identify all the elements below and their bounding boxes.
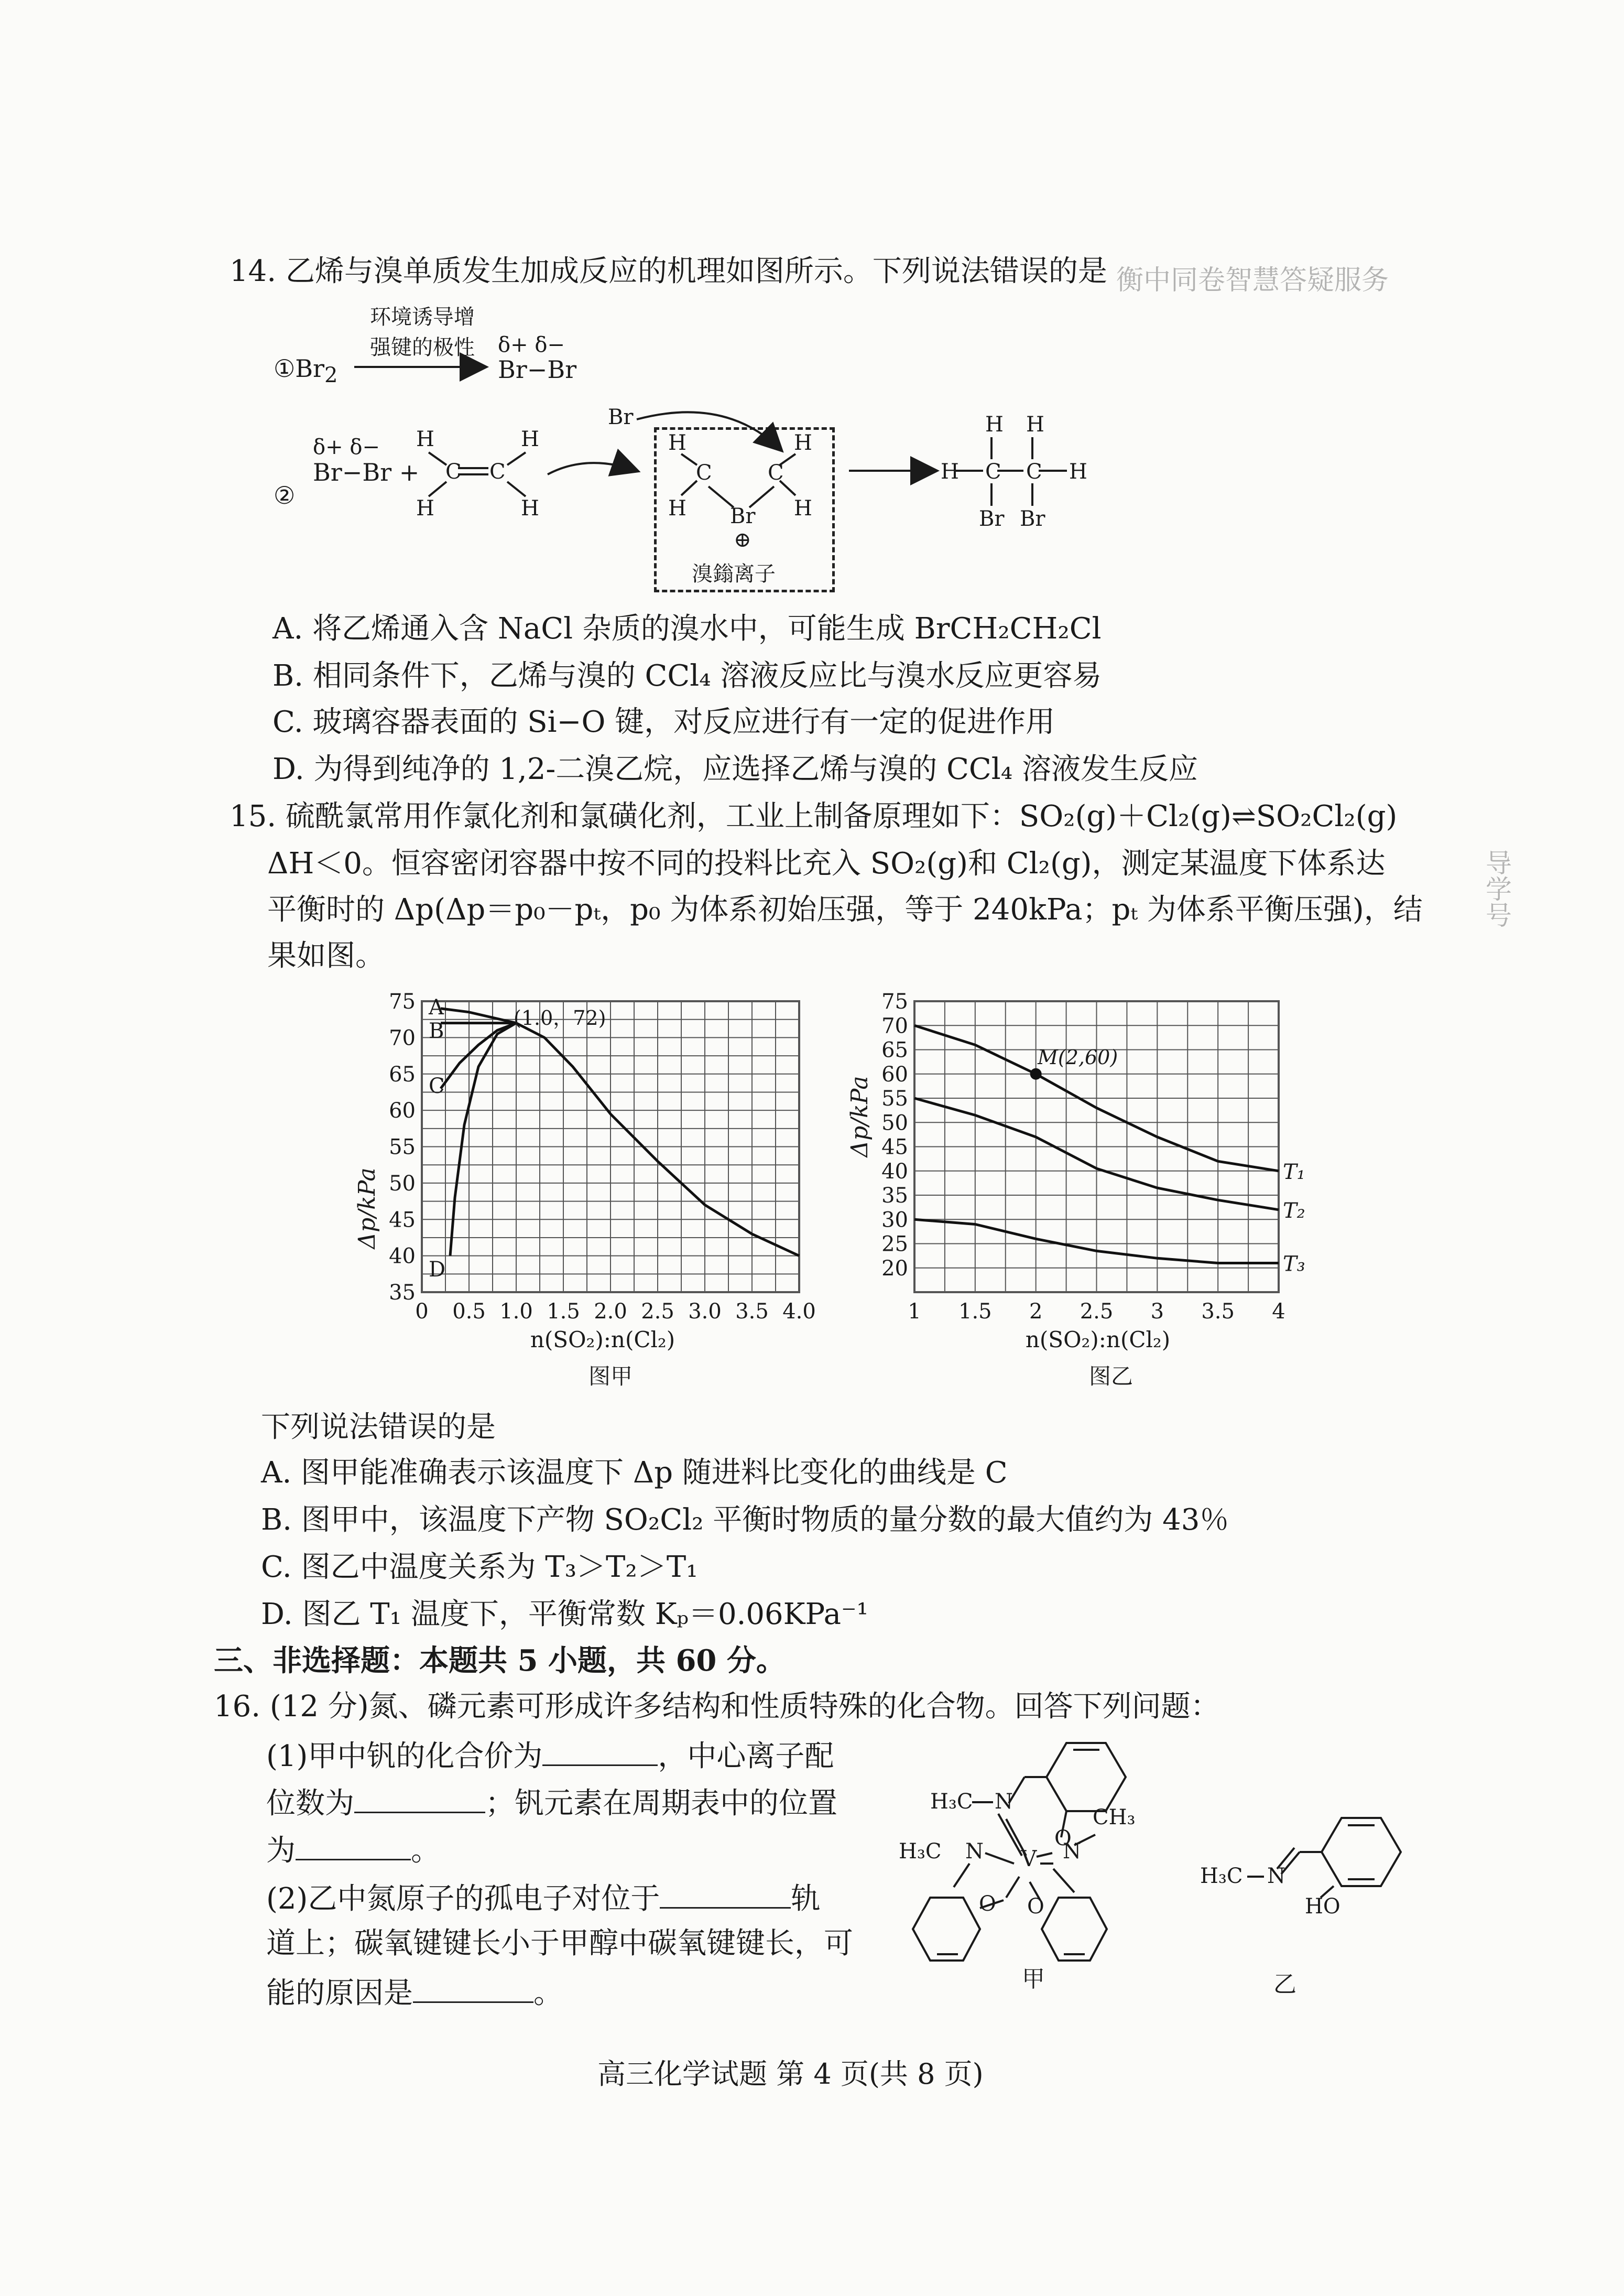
- x-tick-label: 3.5: [735, 1299, 769, 1324]
- q16-line-1: (1)甲中钒的化合价为 ，中心离子配: [266, 1739, 834, 1773]
- x-tick-label: 4.0: [782, 1299, 816, 1324]
- y-tick-label: 35: [881, 1184, 908, 1208]
- atom-h: H: [794, 431, 812, 455]
- chart-yi-xlabel: n(SO₂):n(Cl₂): [1025, 1327, 1171, 1352]
- oxygen-atom: O: [1054, 1826, 1072, 1850]
- y-tick-label: 70: [389, 1026, 416, 1050]
- x-tick-label: 3.0: [688, 1299, 722, 1324]
- nitrogen-atom: N: [995, 1790, 1013, 1814]
- q16-line-4: (2)乙中氮原子的孤电子对位于 轨: [266, 1882, 821, 1916]
- step2-reagent: Br−Br +: [313, 458, 420, 486]
- molecule-yi-label: 乙: [1273, 1971, 1296, 1998]
- atom-h: H: [521, 427, 539, 451]
- atom-c: C: [1026, 460, 1042, 484]
- y-tick-label: 40: [389, 1244, 416, 1269]
- atom-br: Br: [1020, 507, 1045, 531]
- x-tick-label: 2.0: [594, 1299, 627, 1324]
- x-tick-label: 1.5: [958, 1299, 992, 1324]
- atom-h: H: [985, 413, 1004, 437]
- step2-charges: δ+ δ−: [313, 435, 380, 459]
- atom-h: H: [416, 496, 434, 521]
- x-tick-label: 0: [415, 1299, 429, 1324]
- q15-line-1: 15. 硫酰氯常用作氯化剂和氯磺化剂，工业上制备原理如下：SO₂(g)＋Cl₂(g)⇌SO₂Cl₂(g): [230, 799, 1398, 833]
- q15-line-4: 果如图。: [267, 939, 385, 973]
- y-tick-label: 75: [389, 990, 416, 1014]
- x-tick-label: 2: [1029, 1299, 1043, 1324]
- nitrogen-atom: N: [1267, 1864, 1285, 1888]
- section-3-heading: 三、非选择题：本题共 5 小题，共 60 分。: [214, 1643, 786, 1678]
- atom-br: Br: [730, 504, 756, 528]
- x-tick-label: 3.5: [1201, 1299, 1235, 1324]
- series-label: C: [429, 1074, 445, 1098]
- methyl-group: H₃C: [930, 1790, 973, 1814]
- chart-yi-title: 图乙: [1088, 1363, 1133, 1389]
- y-tick-label: 35: [389, 1281, 416, 1305]
- atom-h: H: [668, 431, 686, 455]
- nitrogen-atom: N: [965, 1839, 984, 1864]
- q15-line-2: ΔH＜0。恒容密闭容器中按不同的投料比充入 SO₂(g)和 Cl₂(g)，测定某温度下体系达: [267, 847, 1386, 881]
- oxygen-atom: O: [1027, 1894, 1044, 1919]
- step1-charges: δ+ δ−: [498, 333, 565, 357]
- step1-condition-top: 环境诱导增: [370, 305, 475, 329]
- y-tick-label: 20: [881, 1256, 908, 1281]
- atom-h: H: [416, 427, 434, 451]
- atom-h: H: [1026, 413, 1044, 437]
- step1-condition-bottom: 强键的极性: [370, 335, 475, 360]
- side-note: 导学号: [1481, 849, 1512, 928]
- atom-h: H: [941, 460, 959, 484]
- y-tick-label: 50: [389, 1171, 416, 1196]
- oxygen-atom: O: [979, 1892, 996, 1916]
- y-tick-label: 30: [881, 1208, 908, 1232]
- molecule-jia-label: 甲: [1022, 1966, 1045, 1992]
- atom-h: H: [668, 496, 686, 521]
- q16-line-3: 为 。: [266, 1834, 440, 1868]
- y-tick-label: 75: [881, 990, 908, 1014]
- series-label: D: [429, 1258, 446, 1282]
- q14-option-b: B. 相同条件下，乙烯与溴的 CCl₄ 溶液反应比与溴水反应更容易: [273, 659, 1102, 693]
- y-tick-label: 55: [881, 1087, 908, 1111]
- q15-line-3: 平衡时的 Δp(Δp＝p₀－pₜ，p₀ 为体系初始压强，等于 240kPa；pₜ 为体系平衡压强)，结: [267, 893, 1423, 927]
- chart-yi-ylabel: Δp/kPa: [846, 1076, 873, 1157]
- chart-jia-ylabel: Δp/kPa: [354, 1167, 380, 1249]
- chart-jia-title: 图甲: [588, 1363, 633, 1389]
- positive-charge: ⊕: [734, 528, 751, 552]
- y-tick-label: 65: [881, 1038, 908, 1063]
- q14-option-d: D. 为得到纯净的 1,2-二溴乙烷，应选择乙烯与溴的 CCl₄ 溶液发生反应: [273, 752, 1198, 786]
- methyl-group: H₃C: [1200, 1864, 1243, 1888]
- y-tick-label: 45: [389, 1208, 416, 1232]
- methyl-group: CH₃: [1093, 1805, 1136, 1829]
- series-label: A: [429, 995, 444, 1020]
- x-tick-label: 1.0: [499, 1299, 533, 1324]
- y-tick-label: 50: [881, 1111, 908, 1135]
- page-footer: 高三化学试题 第 4 页(共 8 页): [597, 2057, 984, 2091]
- y-tick-label: 60: [881, 1062, 908, 1087]
- atom-br: Br: [979, 507, 1005, 531]
- vanadium-atom: V: [1021, 1846, 1037, 1871]
- y-tick-label: 65: [389, 1062, 416, 1087]
- x-tick-label: 3: [1150, 1299, 1164, 1324]
- top-watermark: 衡中同卷智慧答疑服务: [1116, 265, 1389, 296]
- q16-line-6: 能的原因是 。: [266, 1976, 563, 2010]
- atom-c: C: [696, 461, 712, 485]
- series-label: T₁: [1283, 1160, 1305, 1184]
- bromonium-label: 溴鎓离子: [692, 562, 776, 586]
- atom-h: H: [1069, 460, 1087, 484]
- hydroxyl-group: HO: [1305, 1894, 1340, 1919]
- chart-jia-annotation: (1.0，72): [514, 1006, 606, 1030]
- y-tick-label: 45: [881, 1135, 908, 1160]
- x-tick-label: 2.5: [641, 1299, 674, 1324]
- atom-h: H: [794, 496, 812, 521]
- step1-number: $①Br_2$: [274, 354, 338, 388]
- step2-number: ②: [274, 481, 296, 510]
- y-tick-label: 70: [881, 1014, 908, 1038]
- q15-option-c: C. 图乙中温度关系为 T₃＞T₂＞T₁: [261, 1550, 698, 1584]
- q15-prompt: 下列说法错误的是: [261, 1410, 496, 1444]
- atom-c: C: [489, 460, 506, 484]
- chart-jia-xlabel: n(SO₂):n(Cl₂): [530, 1327, 675, 1352]
- atom-h: H: [521, 496, 539, 521]
- atom-c: C: [768, 461, 784, 485]
- q15-option-b: B. 图甲中，该温度下产物 SO₂Cl₂ 平衡时物质的量分数的最大值约为 43％: [261, 1503, 1229, 1537]
- chart-yi-annotation: M(2,60): [1038, 1046, 1118, 1069]
- q16-stem: 16. (12 分)氮、磷元素可形成许多结构和性质特殊的化合物。回答下列问题：: [214, 1689, 1220, 1724]
- x-tick-label: 1.5: [547, 1299, 580, 1324]
- q16-line-5: 道上；碳氧键键长小于甲醇中碳氧键键长，可: [266, 1926, 853, 1961]
- y-tick-label: 40: [881, 1159, 908, 1184]
- x-tick-label: 0.5: [452, 1299, 486, 1324]
- q14-option-a: A. 将乙烯通入含 NaCl 杂质的溴水中，可能生成 BrCH₂CH₂Cl: [273, 612, 1102, 646]
- q14-option-c: C. 玻璃容器表面的 Si−O 键，对反应进行有一定的促进作用: [273, 705, 1055, 739]
- y-tick-label: 25: [881, 1232, 908, 1257]
- q16-line-2: 位数为 ；钒元素在周期表中的位置: [266, 1786, 837, 1821]
- nitrogen-atom: N: [1063, 1839, 1081, 1864]
- atom-c: C: [985, 460, 1001, 484]
- x-tick-label: 4: [1272, 1299, 1285, 1324]
- y-tick-label: 55: [389, 1135, 416, 1160]
- q15-option-d: D. 图乙 T₁ 温度下，平衡常数 Kₚ＝0.06KPa⁻¹: [261, 1597, 869, 1631]
- step1-product: Br−Br: [498, 355, 577, 384]
- q15-option-a: A. 图甲能准确表示该温度下 Δp 随进料比变化的曲线是 C: [261, 1456, 1008, 1490]
- series-label: B: [429, 1019, 444, 1043]
- y-tick-label: 60: [389, 1099, 416, 1123]
- series-label: T₂: [1283, 1198, 1305, 1223]
- methyl-group: H₃C: [899, 1839, 942, 1864]
- q14-stem: 14. 乙烯与溴单质发生加成反应的机理如图所示。下列说法错误的是: [230, 254, 1107, 288]
- atom-c: C: [445, 460, 462, 484]
- attacking-bromine: Br: [608, 405, 634, 429]
- x-tick-label: 2.5: [1080, 1299, 1114, 1324]
- series-label: T₃: [1283, 1252, 1305, 1276]
- x-tick-label: 1: [908, 1299, 921, 1324]
